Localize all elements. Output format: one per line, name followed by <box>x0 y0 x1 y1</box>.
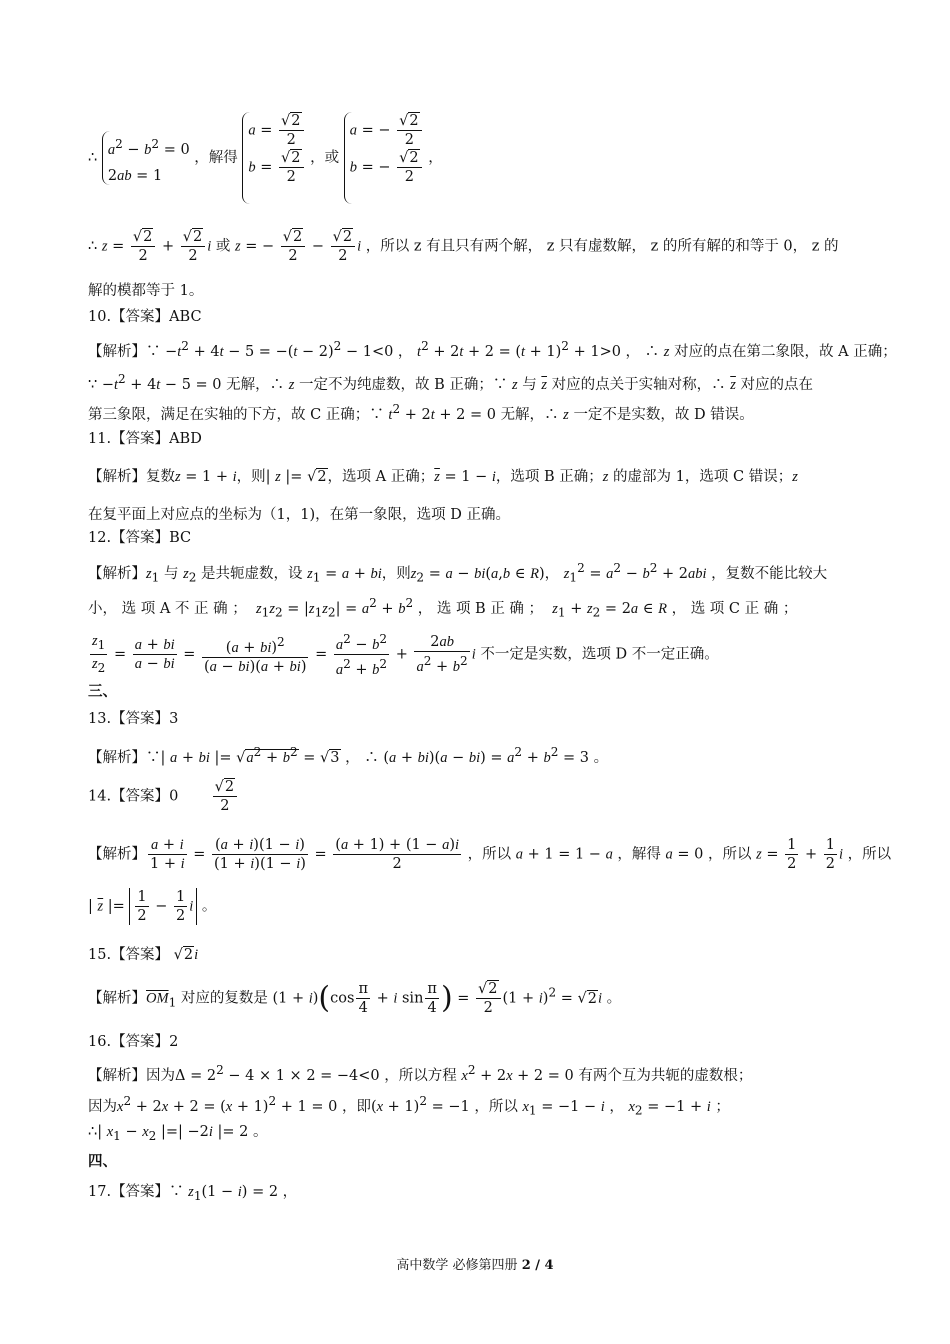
q16-jiexi-line2: 因为$x^2 + 2x + 2 = (x + 1)^2 + 1 = 0$ ，即$(x + 1)^2 = -1$ ，所以 $x_1 = -1 - i$ ， $x_2 = -1 + i$ ； <box>88 1094 730 1118</box>
q15-answer-line: 15.【答案】 √2i <box>88 947 199 963</box>
q12-text1d: ，复数不能比较大 <box>711 565 828 582</box>
q11-text1b: ，则 <box>236 469 266 485</box>
q13-number: 13. <box>88 711 112 727</box>
q14-text4: ，所以 <box>847 846 892 863</box>
q12-answer-line <box>88 527 191 549</box>
q16-text2b: ，即 <box>341 1098 371 1115</box>
q10-jiexi-line2: ∵ $-t^2 + 4t - 5 = 0$ 无解，∴ z 一定不为纯虚数，故 B 正确；∵ z 与 $\overline{z}$ 对应的点关于实轴对称，∴ $\overline{z}$ 对应的点在 <box>88 372 813 393</box>
footer-text: 高中数学 必修第四册 <box>396 1258 522 1273</box>
section-3-heading: 三、 <box>88 684 117 700</box>
q12-number: 12. <box>88 530 112 546</box>
q12-text3: 不一定是实数，选项 D 不一定正确。 <box>480 646 719 663</box>
q10-jiexi-line3: 第三象限，满足在实轴的下方，故 C 正确；∵ $t^2 + 2t + 2 = 0$ 无解，∴ z 一定不是实数，故 D 错误。 <box>88 402 754 423</box>
q9-conclusion: ，所以 z 有且只有两个解， z 只有虚数解， z 的所有解的和等于 0， z 的 <box>365 238 839 255</box>
q14-text3: ，所以 <box>707 846 752 863</box>
q12-jiexi-line3: $\frac{z_1}{z_2}$ = $\frac{a + bi}{a - bi}$ = $\frac{(a + bi)^2}{(a - bi)(a + bi)}$ = $\frac{a^2 - b^2}{a^2 + b^2}$ + $\frac{2ab}{a^2 + b^2}$ i 不一定是实数，选项 D 不一定正确。 <box>92 632 719 678</box>
section-4-heading: 四、 <box>88 1154 117 1170</box>
q12-text1c: ，则 <box>381 565 411 582</box>
q9-solution-1: a = $\frac{√2}{2}$ b = $\frac{√2}{2}$ <box>242 112 305 204</box>
q13-answer-line <box>88 708 178 730</box>
q9-solution-2: a = − $\frac{√2}{2}$ b = − $\frac{√2}{2}$ <box>344 112 424 204</box>
q14-jiexi-line1: 【解析】 $\frac{a + i}{1 + i}$ = $\frac{(a + i)(1 - i)}{(1 + i)(1 - i)}$ = $\frac{(a + 1) + (1 - a)i}{2}$ ，所以 a + 1 = 1 − a ，解得 a = 0 ，所以 z = $\frac{1}{2}$ + $\frac{1}{2}$ i ，所以 <box>88 837 892 872</box>
q11-text1a: 复数 <box>146 469 175 485</box>
q11-jiexi-line1: 【解析】复数z = 1 + i，则| z |= √2，选项 A 正确；$\overline{z} = 1 - i$，选项 B 正确；z 的虚部为 1，选项 C 错误；z <box>88 469 798 485</box>
jiexi-tag: 【解析】 <box>88 846 146 863</box>
q11-answer: ABD <box>169 431 202 447</box>
q16-text2c: ，所以 <box>474 1098 518 1115</box>
page-number: 2 / 4 <box>521 1258 554 1273</box>
answer-tag: 【答案】 <box>111 788 170 805</box>
q9-huo: ，或 <box>310 150 340 166</box>
q16-number: 16. <box>88 1034 112 1050</box>
q14-text1: ，所以 <box>467 846 512 863</box>
q10-answer: ABC <box>169 309 202 325</box>
q14-answer-line <box>88 778 239 815</box>
jiexi-tag: 【解析】 <box>88 990 146 1007</box>
q12-jiexi-line1: 【解析】$z_1$ 与 $z_2$ 是共轭虚数，设 $z_1 = a$ + bi，则$z_2 = a - bi(a,b$ ∈ R)， $z_1^2 = a^2 - b^2 + 2abi$ ，复数不能比较大 <box>88 561 828 585</box>
q16-answer: 2 <box>169 1034 179 1050</box>
q10-number: 10. <box>88 309 112 325</box>
q15-text1: 对应的复数是 <box>180 990 268 1007</box>
q10-text2a: 无解， <box>226 376 270 393</box>
q14-answer-frac: $\frac{√2}{2}$ <box>213 778 237 815</box>
answer-tag: 【答案】 <box>111 1034 170 1050</box>
q12-text1b: 是共轭虚数，设 <box>201 565 303 582</box>
q10-jiexi-line1: 【解析】∵ $-t^2 + 4t - 5 = -(t - 2)^2 - 1<0$ ， $t^2 + 2t + 2 = (t + 1)^2 + 1>0$ ， ∴ z 对应的点在第二象限，故 A 正确； <box>88 339 897 360</box>
q10-text2b: 一定不为纯虚数，故 B 正确； <box>299 376 493 393</box>
answer-tag: 【答案】 <box>111 711 170 727</box>
q10-text3c: 一定不是实数，故 D 错误。 <box>573 406 754 423</box>
q9-jiede: ，解得 <box>194 150 238 166</box>
q12-jiexi-line2: 小， 选 项 A 不 正 确 ； $z_1z_2 = |z_1z_2| = a^2 + b^2$ ， 选 项 B 正 确 ； $z_1 + z_2 = 2a$ ∈ R ， 选 项 C 正 确 ； <box>88 596 798 620</box>
q16-text2a: 因为 <box>88 1098 117 1115</box>
q10-text3b: 无解， <box>500 406 545 423</box>
answer-tag: 【答案】 <box>111 947 170 963</box>
q11-number: 11. <box>88 431 112 447</box>
q10-text2c: 对应的点关于实轴对称， <box>551 376 712 393</box>
q12-text1a: 与 <box>163 565 179 582</box>
q16-answer-line <box>88 1031 178 1053</box>
q12-text2b: ， 选 项 B 正 确 ； <box>417 600 544 617</box>
jiexi-tag: 【解析】 <box>88 1067 146 1084</box>
q9-system-line: ∴ $a^2 - b^2 = 0$ 2ab = 1 ，解得 a = $\frac{√2}{2}$ b = $\frac{√2}{2}$ ，或 a = − $\frac{√2}{2}$ b = − $\frac{√2}{2}$ ， <box>88 112 443 204</box>
q9-system-brace: $a^2 - b^2 = 0$ 2ab = 1 <box>102 131 190 185</box>
q9-conclusion2: 解的模都等于 1。 <box>88 283 204 299</box>
q16-jiexi-line3: ∴| $x_1 - x_2$ |=| −2i |= 2 。 <box>88 1124 268 1143</box>
q11-jiexi-line2: 在复平面上对应点的坐标为（1，1)，在第一象限，选项 D 正确。 <box>88 507 510 523</box>
q9-conclusion-line: ∴ z = $\frac{√2}{2}$ + $\frac{√2}{2}$ i 或 z = − $\frac{√2}{2}$ − $\frac{√2}{2}$ i ，所以 z 有且只有两个解， z 只有虚数解， z 的所有解的和等于 0， z 的 <box>88 229 839 264</box>
q10-text3a: 第三象限，满足在实轴的下方，故 C 正确； <box>88 406 370 423</box>
q16-text1a: 因为 <box>146 1067 175 1084</box>
q15-number: 15. <box>88 947 112 963</box>
q14-text2: ，解得 <box>617 846 661 863</box>
q13-jiexi-line: 【解析】∵| a + bi |= $√a^2 + b^2 = √3$ ， ∴ $(a + bi)(a - bi) = a^2 + b^2 = 3$ 。 <box>88 745 609 766</box>
answer-tag: 【答案】 <box>111 309 170 325</box>
q17-answer-line: 17.【答案】∵ $z_1(1 - i) = 2$ ， <box>88 1184 298 1203</box>
jiexi-tag: 【解析】 <box>88 469 146 485</box>
q14-answer: 0 <box>169 788 179 805</box>
q14-number: 14. <box>88 788 112 805</box>
q10-text2d: 对应的点在 <box>740 376 813 393</box>
answer-tag: 【答案】 <box>111 431 170 447</box>
jiexi-tag: 【解析】 <box>88 565 146 582</box>
q16-text1b: ，所以方程 <box>384 1067 457 1084</box>
q14-jiexi-line2: | $\overline{z}$ |= $\frac{1}{2}$ − $\frac{1}{2}$ i 。 <box>88 889 217 924</box>
answer-tag: 【答案】 <box>111 1184 170 1200</box>
q16-jiexi-line1: 【解析】因为$\Delta = 2^2 - 4 \times 1 \times 2 = -4<0$ ，所以方程 $x^2 + 2x + 2 = 0$ 有两个互为共轭的虚数根； <box>88 1063 753 1084</box>
q12-answer: BC <box>169 530 192 546</box>
q11-answer-line <box>88 428 202 450</box>
q11-text1c: ，选项 A 正确； <box>327 469 435 485</box>
q15-jiexi-line: 【解析】$\overline{OM}_1$ 对应的复数是 (1 + i)(cos $\frac{\pi}{4}$ + i sin $\frac{\pi}{4}$ ) = $\frac{√2}{2}$ $(1 + i)^2 = √2i$ 。 <box>88 980 622 1016</box>
jiexi-tag: 【解析】 <box>88 749 146 766</box>
q17-number: 17. <box>88 1184 112 1200</box>
q10-text1: 对应的点在第二象限，故 A 正确； <box>674 343 897 360</box>
q12-text2a: 小， 选 项 A 不 正 确 ； <box>88 600 247 617</box>
q10-answer-line <box>88 306 202 328</box>
q16-text1c: 有两个互为共轭的虚数根； <box>578 1067 753 1084</box>
jiexi-tag: 【解析】 <box>88 343 146 360</box>
q11-text1d: ，选项 B 正确； <box>495 469 603 485</box>
q11-text1e: 的虚部为 1，选项 C 错误； <box>613 469 793 485</box>
answer-tag: 【答案】 <box>111 530 170 546</box>
q12-text2c: ， 选 项 C 正 确 ； <box>671 600 798 617</box>
page-footer <box>0 1254 950 1273</box>
q13-answer: 3 <box>169 711 179 727</box>
